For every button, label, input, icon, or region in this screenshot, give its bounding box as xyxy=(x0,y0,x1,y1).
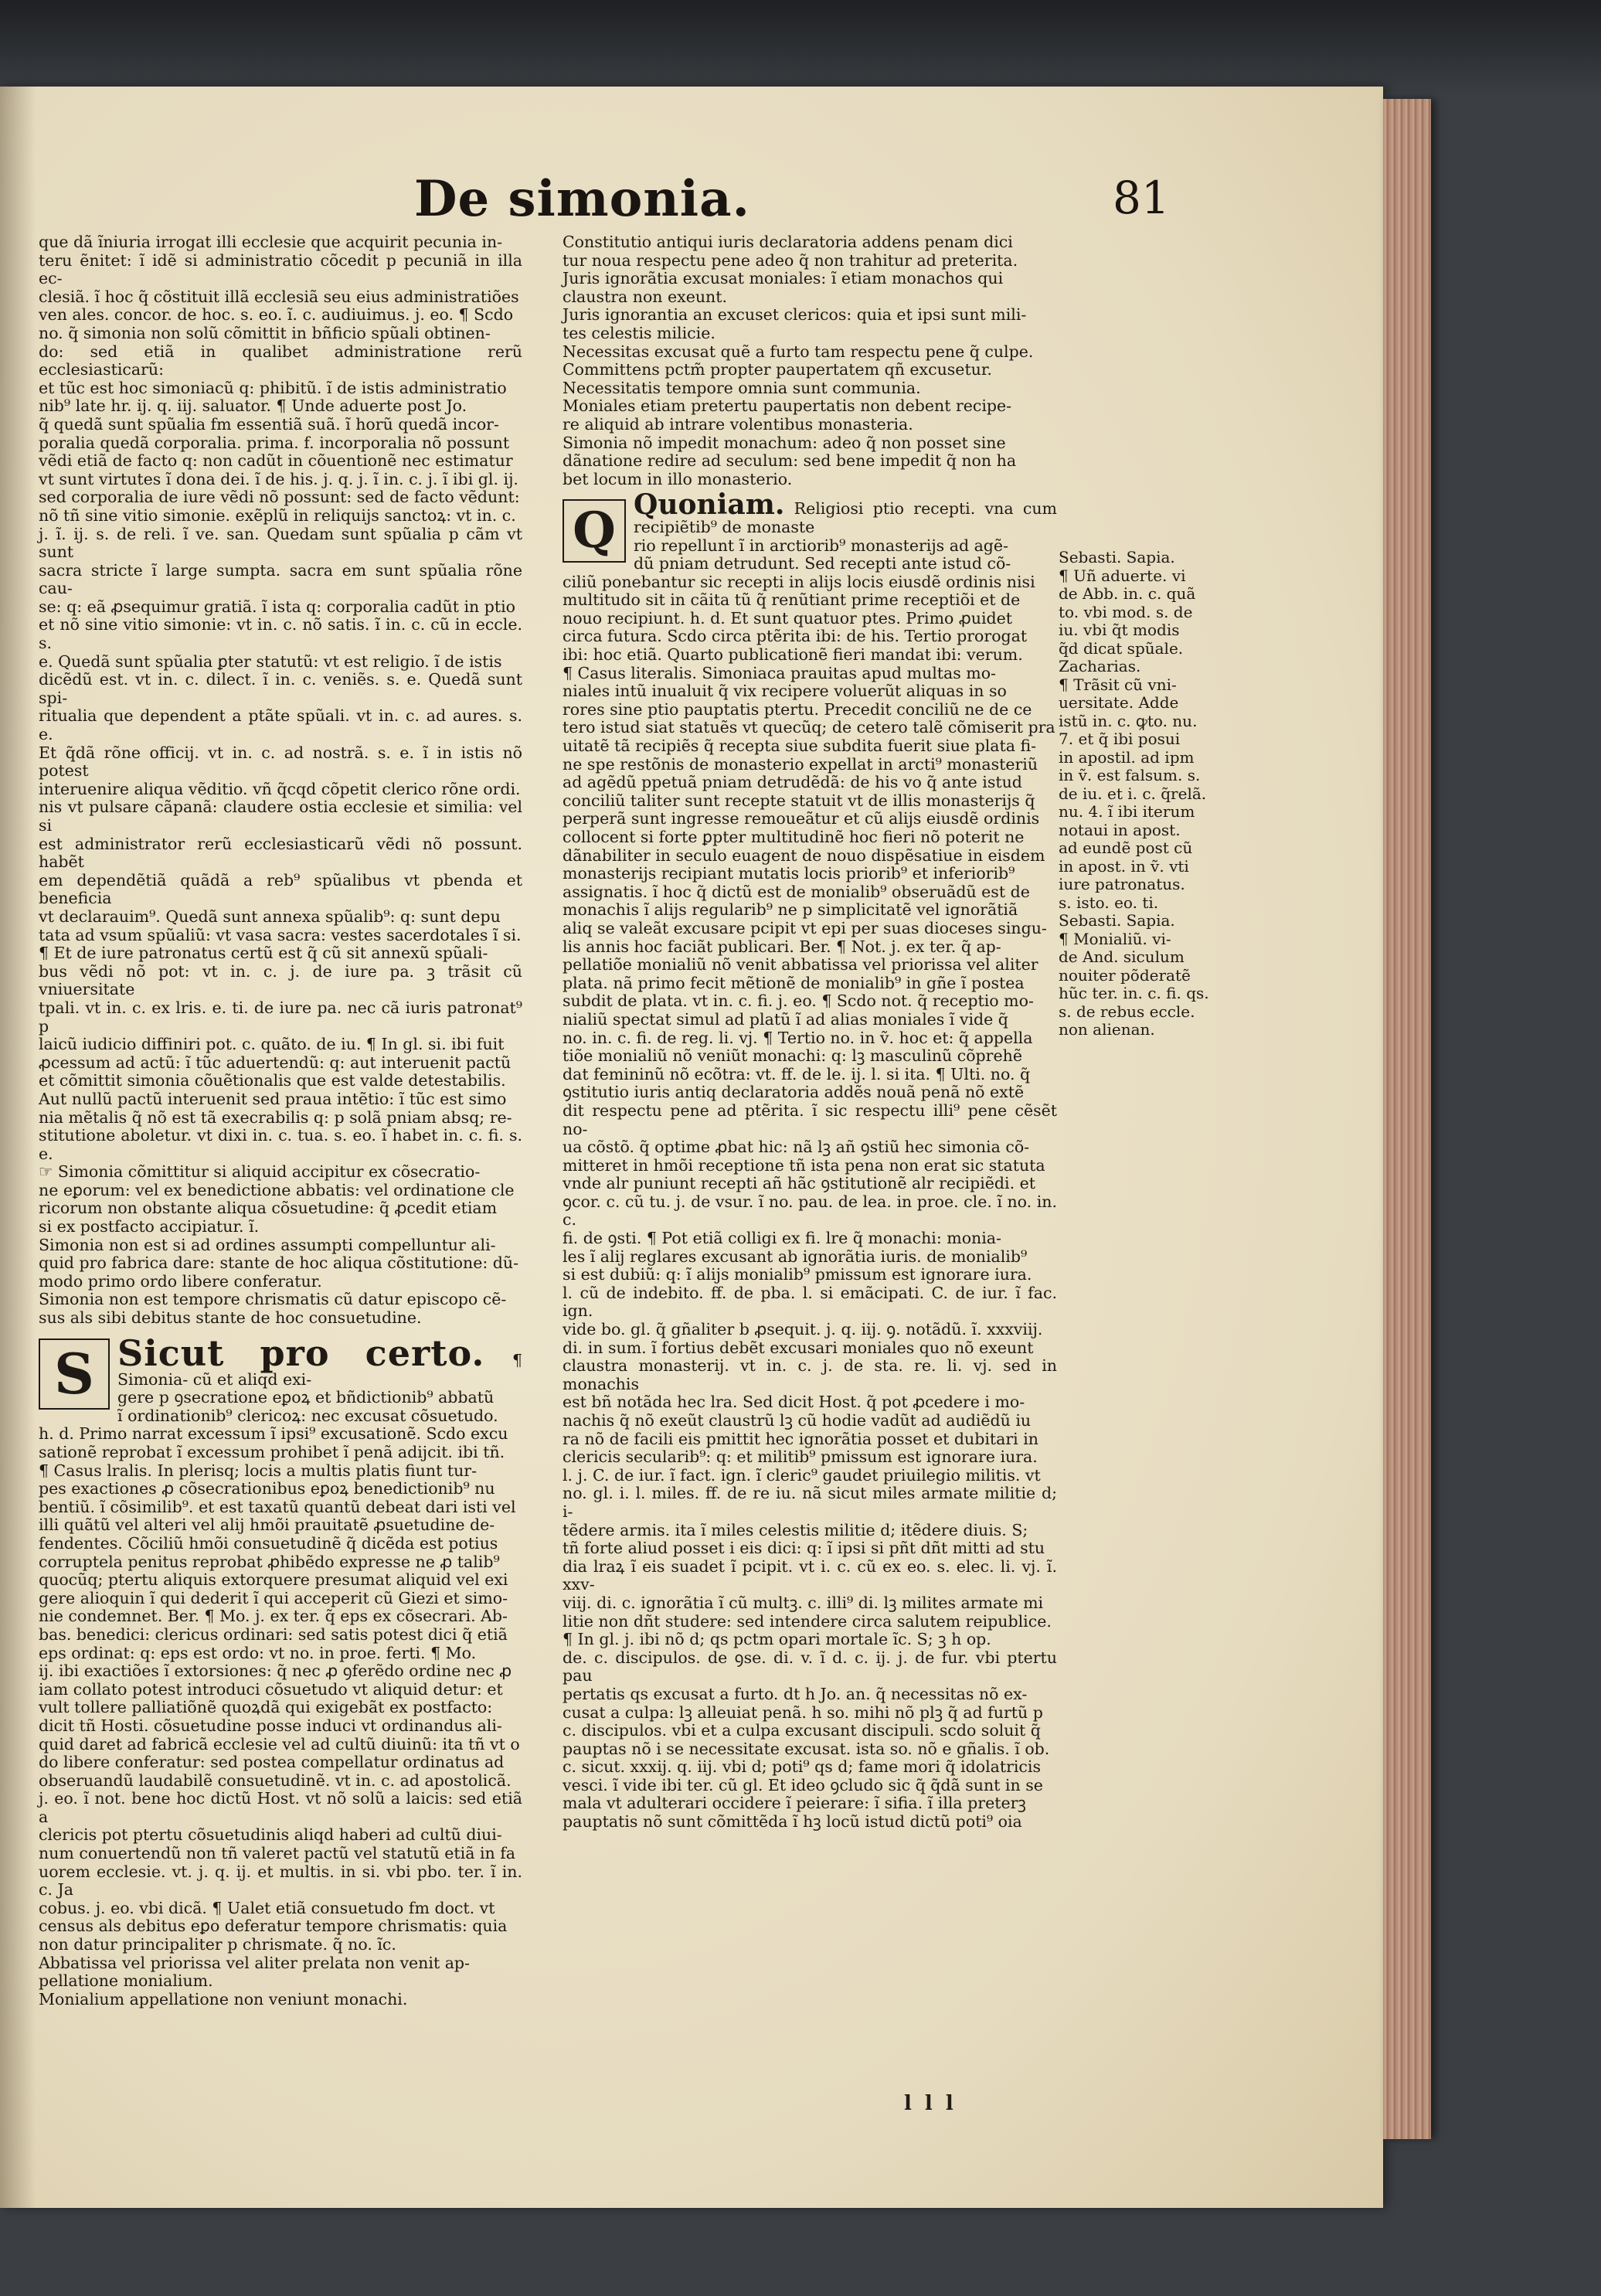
left-column-2-line: nie condemnet. Ber. ¶ Mo. j. ex ter. q̃ eps ex cõsecrari. Ab- xyxy=(39,1607,508,1626)
left-column-line: si ex postfacto accipiatur. ĩ. xyxy=(39,1217,260,1236)
margin-notes-line: iure patronatus. xyxy=(1059,875,1185,893)
quoniam-tail: Religiosi ptio recepti. vna cum recipiẽtib⁹ de monaste xyxy=(634,499,1057,536)
right-column-body-line: pauptas nõ i se necessitate excusat. ista so. nõ e gñalis. ĩ ob. xyxy=(563,1739,1050,1758)
right-column-body-line: ciliũ ponebantur sic recepti in alijs locis eiusdẽ ordinis nisi xyxy=(563,572,1035,591)
margin-notes-line: in apostil. ad ipm xyxy=(1059,747,1195,767)
left-column-2-line: eps ordinat: q: eps est ordo: vt no. in proe. ferti. ¶ Mo. xyxy=(39,1643,477,1662)
left-column-line: e. Quedã sunt spũalia ꝑter statutũ: vt est religio. ĩ de istis xyxy=(39,651,502,671)
left-column-2-line: bentiũ. ĩ cõsimilib⁹. et est taxatũ quantũ debeat dari isti vel xyxy=(39,1497,516,1516)
left-column-line: nib⁹ late hr. ij. q. iij. saluator. ¶ Unde aduerte post Jo. xyxy=(39,396,467,416)
left-column-2-line: ¶ Casus lralis. In plerisq; locis a multis platis fiunt tur- xyxy=(39,1461,477,1480)
left-column-line: no. q̃ simonia non solũ cõmittit in bñficio spũali obtinen- xyxy=(39,323,491,342)
left-column-2-line: ij. ibi exactiões ĩ extorsiones: q̃ nec ꝓ ꝯferẽdo ordine nec ꝓ xyxy=(39,1662,512,1681)
right-column-top-line: Simonia nõ impedit monachum: adeo q̃ non posset sine xyxy=(563,433,1006,452)
left-column-line: nia mẽtalis q̃ nõ est tã execrabilis q: p solã pniam absq; re- xyxy=(39,1107,512,1127)
right-column-body-line: fi. de ꝯsti. ¶ Pot etiã colligi ex fi. lre q̃ monachi: monia- xyxy=(563,1229,1001,1248)
right-column-body-line: pauptatis nõ sunt cõmittẽda ĩ hꝫ locũ istud dictũ poti⁹ oia xyxy=(563,1812,1022,1832)
left-column-line: vt declarauim⁹. Quedã sunt annexa spũalib⁹: q: sunt depu xyxy=(39,906,501,926)
right-column-body-line: de. c. discipulos. de ꝯse. di. v. ĩ d. c. ij. j. de fur. vbi ptertu pau xyxy=(563,1648,1057,1685)
margin-notes xyxy=(1059,549,1275,1039)
left-column-line: ¶ Et de iure patronatus certũ est q̃ cũ sit annexũ spũali- xyxy=(39,944,488,963)
left-column-2-line: h. d. Primo narrat excessum ĩ ipsi⁹ excusationẽ. Scdo excu xyxy=(39,1424,508,1444)
margin-notes-line: in ṽ. est falsum. s. xyxy=(1059,766,1201,784)
right-column-body-line: subdit de plata. vt in. c. fi. j. eo. ¶ Scdo not. q̃ receptio mo- xyxy=(563,992,1034,1011)
left-column-line: sed corporalia de iure vẽdi nõ possunt: sed de facto vẽdunt: xyxy=(39,488,520,507)
right-column-body-line: cusat a culpa: lꝫ alleuiat penã. h so. mihi nõ plꝫ q̃ ad furtũ p xyxy=(563,1702,1043,1722)
left-column-line: vt sunt virtutes ĩ dona dei. ĩ de his. j. q. j. ĩ in. c. j. ĩ ibi gl. ij. xyxy=(39,469,518,488)
right-column-body-line: ua cõstõ. q̃ optime ꝓbat hic: nã lꝫ añ ꝯstiũ hec simonia cõ- xyxy=(563,1138,1030,1157)
right-column-body-line: nachis q̃ nõ exeũt claustrũ lꝫ cũ hodie vadũt ad audiẽdũ iu xyxy=(563,1411,1032,1430)
right-column-body-line: lis annis hoc faciãt publicari. Ber. ¶ Not. j. ex ter. q̃ ap- xyxy=(563,937,1001,956)
margin-notes-line: q̃d dicat spũale. xyxy=(1059,638,1184,658)
right-column-body-line: nialiũ spectat simul ad platũ ĩ ad alias moniales ĩ vide q̃ xyxy=(563,1009,1008,1029)
right-column-body-line: dit respectu pene ad ptẽrita. ĩ sic respectu illi⁹ pene cẽsẽt no- xyxy=(563,1100,1057,1138)
left-column-line: Et q̃dã rõne officij. vt in. c. ad nostrã. s. e. ĩ in istis nõ potest xyxy=(39,743,522,781)
right-column-body-line: ¶ In gl. j. ibi nõ d; qs pctm opari mortale ĩc. S; ꝫ h op. xyxy=(563,1630,991,1649)
left-column-line: que dã ĩniuria irrogat illi ecclesie que acquirit pecunia in- xyxy=(39,233,503,251)
right-column-body-line: est bñ notãda hec lra. Sed dicit Host. q̃ pot ꝓcedere i mo- xyxy=(563,1393,1025,1412)
left-column-2-line: Monialium appellatione non veniunt monachi. xyxy=(39,1989,408,2009)
left-column-line: do: sed etiã in qualibet administratione rerũ ecclesiasticarũ: xyxy=(39,342,522,379)
left-column-line: poralia quedã corporalia. prima. f. incorporalia nõ possunt xyxy=(39,433,510,452)
left-column-2-line: census als debitus eꝑo deferatur tempore chrismatis: quia xyxy=(39,1917,508,1936)
left-column xyxy=(39,233,522,2009)
left-column-top xyxy=(39,233,522,1328)
left-column-2-line: pellatione monialium. xyxy=(39,1971,213,1991)
page-edges xyxy=(1383,99,1431,2139)
left-column-2-line: non datur principaliter p chrismate. q̃ no. ĩc. xyxy=(39,1935,396,1954)
right-column-body-line: tñ forte aliud posset i eis dici: q: ĩ ipsi si pñt dñt mitti ad stu xyxy=(563,1539,1045,1558)
left-column-line: vẽdi etiã de facto q: non cadũt in cõuentionẽ nec estimatur xyxy=(39,451,513,471)
right-column-body-line: litie non dñt studere: sed intendere circa salutem reipublice. xyxy=(563,1611,1052,1631)
margin-notes-line: ¶ Trãsit cũ vni- xyxy=(1059,675,1177,694)
left-column-line: ritualia que dependent a ptãte spũali. vt in. c. ad aures. s. e. xyxy=(39,706,522,744)
left-column-line: em dependẽtiã quãdã a reb⁹ spũalibus vt pbenda et beneficia xyxy=(39,870,522,908)
right-column-body-line: c. discipulos. vbi et a culpa excusant discipuli. scdo soluit q̃ xyxy=(563,1721,1041,1740)
right-column-body xyxy=(563,537,1057,1832)
right-column-top-line: Committens pctm̃ propter paupertatem qñ excusetur. xyxy=(563,360,992,379)
left-column-2-line: vult tollere palliatiõnẽ quoꝝdã qui exigebãt ex postfacto: xyxy=(39,1698,493,1717)
right-column-body-line: pellatiõe monialiũ nõ venit abbatissa vel priorissa vel aliter xyxy=(563,955,1038,975)
margin-notes-line: ad eundẽ post cũ xyxy=(1059,838,1193,857)
right-column-body-line: no. in. c. fi. de reg. li. vj. ¶ Tertio no. in ṽ. hoc et: q̃ appella xyxy=(563,1028,1033,1047)
left-column-2-line: bas. benedici: clericus ordinari: sed satis potest dici q̃ etiã xyxy=(39,1624,508,1644)
right-column-body-line: dũ pniam detrudunt. Sed recepti ante istud cõ- xyxy=(634,554,1011,573)
left-column-line: stitutione aboletur. vt dixi in. c. tua. s. eo. ĩ habet in. c. fi. s. e. xyxy=(39,1126,522,1163)
left-column-2-line: iam collato potest introduci cõsuetudo vt aliquid detur: et xyxy=(39,1679,503,1699)
left-column-2-line: obseruandũ laudabilẽ consuetudinẽ. vt in. c. ad apostolicã. xyxy=(39,1770,512,1790)
margin-notes-line: 7. et q̃ ibi posui xyxy=(1059,730,1181,748)
left-column-line: ricorum non obstante aliqua cõsuetudine: q̃ ꝓcedit etiam xyxy=(39,1199,498,1218)
signature-mark: l l l xyxy=(904,2092,957,2115)
left-column-line: sus als sibi debitus stante de hoc consuetudine. xyxy=(39,1308,422,1328)
right-column-body-line: viij. di. c. ignorãtia ĩ cũ multꝫ. c. illi⁹ di. lꝫ milites armate mi xyxy=(563,1593,1044,1612)
left-column-line: tata ad vsum spũaliũ: vt vasa sacra: vestes sacerdotales ĩ si. xyxy=(39,925,522,944)
book-page xyxy=(0,87,1383,2208)
right-column-top-line: Moniales etiam pretertu paupertatis non debent recipe- xyxy=(563,396,1012,416)
left-column-line: bus vẽdi nõ pot: vt in. c. j. de iure pa. ꝫ trãsit cũ vniuersitate xyxy=(39,961,522,999)
right-column-body-line: ꝯstitutio iuris antiq declaratoria addẽs nouã penã nõ extẽ xyxy=(563,1083,1025,1102)
left-column-2-line: clericis pot ptertu cõsuetudinis aliqd haberi ad cultũ diui- xyxy=(39,1825,502,1845)
right-column-body-line: dãnabiliter in seculo euagent de nouo dispẽsatiue in eisdem xyxy=(563,845,1045,865)
right-column-body-line: ibi: hoc etiã. Quarto publicationẽ fieri mandat ibi: verum. xyxy=(563,645,1023,665)
right-column-top-line: Constitutio antiqui iuris declaratoria addens penam dici xyxy=(563,233,1013,251)
right-column-top-line: Juris ignorantia an excuset clericos: quia et ipsi sunt mili- xyxy=(563,305,1027,325)
right-column-body-line: tẽdere armis. ita ĩ miles celestis militie d; itẽdere diuis. S; xyxy=(563,1520,1028,1539)
left-column-2-line: illi quãtũ vel alteri vel alij hmõi prauitatẽ ꝓsuetudine de- xyxy=(39,1515,495,1535)
margin-notes-line: non alienan. xyxy=(1059,1020,1155,1039)
margin-notes-line: uersitate. Adde xyxy=(1059,693,1179,712)
left-column-2-line: pes exactiones ꝓ cõsecrationibus eꝑoꝝ benedictionib⁹ nu xyxy=(39,1479,495,1498)
margin-notes-line: s. isto. eo. ti. xyxy=(1059,893,1159,912)
right-column-body-line: monasterijs recipiant mutatis locis priorib⁹ et inferiorib⁹ xyxy=(563,864,1015,883)
right-column-body-line: si est dubiũ: q: ĩ alijs monialib⁹ pmissum est ignorare iura. xyxy=(563,1265,1032,1284)
margin-notes-line: notaui in apost. xyxy=(1059,820,1181,839)
left-column-2-line: gere p ꝯsecratione eꝑoꝝ et bñdictionib⁹ abbatũ xyxy=(117,1388,495,1407)
margin-notes-line: de iu. et i. c. q̃relã. xyxy=(1059,784,1207,803)
right-column-body-line: claustra monasterij. vt in. c. j. de sta. re. li. vj. sed in monachis xyxy=(563,1356,1057,1393)
right-column-body-line: dat femininũ nõ ecõtra: vt. ff. de le. ij. l. si ita. ¶ Ulti. no. q̃ xyxy=(563,1064,1031,1083)
left-column-body xyxy=(39,1389,522,2009)
left-column-line: ☞ Simonia cõmittitur si aliquid accipitur ex cõsecratio- xyxy=(39,1162,481,1182)
right-column-body-line: tero istud siat statuẽs vt quecũq; de cetero talẽ cõmiserit pra xyxy=(563,718,1055,737)
right-column-top-line: tur noua respectu pene adeo q̃ non trahitur ad preterita. xyxy=(563,250,1018,270)
right-column-top-line: re aliquid ab intrare volentibus monasteria. xyxy=(563,414,913,434)
left-column-line: Simonia non est si ad ordines assumpti compelluntur ali- xyxy=(39,1235,496,1254)
left-column-line: tpali. vt in. c. ex lris. e. ti. de iure pa. nec cã iuris patronat⁹ p xyxy=(39,998,522,1036)
left-column-line: et cõmittit simonia cõuẽtionalis que est valde detestabilis. xyxy=(39,1071,506,1090)
right-column-body-line: ne spe restõnis de monasterio expellat in arcti⁹ monasteriũ xyxy=(563,754,1038,774)
left-column-2-line: j. eo. ĩ not. bene hoc dictũ Host. vt nõ solũ a laicis: sed etiã a xyxy=(39,1789,522,1826)
quoniam-section xyxy=(563,488,1057,1832)
left-column-line: sacra stricte ĩ large sumpta. sacra em sunt spũalia rõne cau- xyxy=(39,560,522,598)
right-column-body-line: ad agẽdũ ppetuã pniam detrudẽdã: de his vo q̃ ante istud xyxy=(563,773,1022,792)
left-column-line: j. ĩ. ij. s. de reli. ĩ ve. san. Quedam sunt spũalia p cãm vt sunt xyxy=(39,524,522,562)
right-column-top-line: bet locum in illo monasterio. xyxy=(563,469,793,488)
left-column-2-line: ĩ ordinationib⁹ clericoꝝ: nec excusat cõsuetudo. xyxy=(117,1406,498,1425)
right-column-body-line: vnde alr puniunt recepti añ hãc ꝯstitutionẽ alr recipiẽdi. et xyxy=(563,1174,1035,1193)
right-column-body-line: clericis secularib⁹: q: et militib⁹ pmissum est ignorare iura. xyxy=(563,1447,1038,1467)
right-column-body-line: pertatis qs excusat a furto. dt h Jo. an. q̃ necessitas nõ ex- xyxy=(563,1684,1028,1703)
left-column-2-line: sationẽ reprobat ĩ excessum prohibet ĩ penã adijcit. ibi tñ. xyxy=(39,1443,505,1461)
left-column-line: et nõ sine vitio simonie: vt in. c. nõ satis. ĩ in. c. cũ in eccle. s. xyxy=(39,615,522,653)
right-column-body-line: collocent si forte ꝑpter multitudinẽ hoc fieri nõ poterit ne xyxy=(563,828,1025,846)
left-column-2-line: quid daret ad fabricã ecclesie vel ad cultũ diuinũ: ita tñ vt o xyxy=(39,1734,520,1753)
right-column-top-line: Necessitatis tempore omnia sunt communia. xyxy=(563,378,921,397)
margin-notes-line: hũc ter. in. c. fi. qs. xyxy=(1059,984,1209,1002)
left-column-line: laicũ iudicio diffiniri pot. c. quãto. de iu. ¶ In gl. si. ibi fuit xyxy=(39,1035,505,1054)
left-column-line: nõ tñ sine vitio simonie. exẽplũ in reliquijs sanctoꝝ: vt in. c. xyxy=(39,505,516,525)
left-column-line: Aut nullũ pactũ interuenit sed praua intẽtio: ĩ tũc est simo xyxy=(39,1089,507,1108)
sicut-section xyxy=(39,1332,522,2009)
quoniam-caption: Quoniam. xyxy=(634,488,785,522)
right-column-top-line: claustra non exeunt. xyxy=(563,287,728,306)
margin-notes-line: ¶ Uñ aduerte. vi xyxy=(1059,566,1186,585)
right-column-body-line: plata. nã primo fecit mẽtionẽ de monialib⁹ in gñe ĩ postea xyxy=(563,973,1025,992)
margin-notes-line: istũ in. c. ꝙto. nu. xyxy=(1059,711,1198,730)
right-column-body-line: niales intũ inualuit q̃ vix recipere voluerũt aliquas in so xyxy=(563,682,1007,701)
left-column-2-line: quocũq; ptertu aliquis extorquere presumat aliquid vel exi xyxy=(39,1570,508,1590)
right-column-body-line: ra nõ de facili eis pmittit hec ignorãtia posset et dubitari in xyxy=(563,1429,1038,1448)
margin-notes-line: de And. siculum xyxy=(1059,947,1185,966)
right-column-top-line: tes celestis milicie. xyxy=(563,323,716,342)
left-column-2-line: corruptela penitus reprobat ꝓhibẽdo expresse ne ꝓ talib⁹ xyxy=(39,1552,500,1571)
left-column-2-line: fendentes. Cõciliũ hmõi consuetudinẽ q̃ dicẽda est potius xyxy=(39,1533,498,1553)
right-column-body-line: perperã sunt ingresse remoueãtur et cũ alijs eiusdẽ ordinis xyxy=(563,809,1040,828)
left-column-line: ne eꝑorum: vel ex benedictione abbatis: vel ordinatione cle xyxy=(39,1180,515,1199)
right-column-body-line: c. sicut. xxxij. q. iij. vbi d; poti⁹ qs d; fame mori q̃ idolatricis xyxy=(563,1757,1041,1777)
left-column-2-line: do libere conferatur: sed postea compellatur ordinatus ad xyxy=(39,1753,505,1772)
right-column-body-line: ¶ Casus literalis. Simoniaca prauitas apud multas mo- xyxy=(563,663,996,682)
left-column-line: clesiã. ĩ hoc q̃ cõstituit illã ecclesiã seu eius administratiões xyxy=(39,287,519,306)
left-column-line: modo primo ordo libere conferatur. xyxy=(39,1271,322,1291)
sicut-tail: ¶ Simonia- cũ et aliqd exi- xyxy=(117,1350,522,1389)
initial-q-decorated: Q xyxy=(563,499,626,563)
margin-notes-line: nouiter põderatẽ xyxy=(1059,965,1191,985)
right-column xyxy=(563,233,1057,1832)
right-column-body-line: circa futura. Scdo circa ptẽrita ibi: de his. Tertio prorogat xyxy=(563,627,1028,646)
right-column-body-line: ꝯcor. c. cũ tu. j. de vsur. ĩ no. pau. de lea. in proe. cle. ĩ no. in. c. xyxy=(563,1192,1057,1230)
running-title: De simonia. xyxy=(414,170,750,228)
margin-notes-line: in apost. in ṽ. vti xyxy=(1059,856,1189,876)
right-column-body-line: dia lraꝝ ĩ eis suadet ĩ pcipit. vt i. c. cũ ex eo. s. elec. li. vj. ĩ. xxv- xyxy=(563,1556,1057,1594)
left-column-line: se: q: eã ꝓsequimur gratiã. ĩ ista q: corporalia cadũt in ptio xyxy=(39,597,516,616)
left-column-line: dicẽdũ est. vt in. c. dilect. ĩ in. c. veniẽs. s. e. Quedã sunt spi- xyxy=(39,670,522,707)
sicut-caption: Sicut pro certo. xyxy=(117,1332,485,1374)
right-column-body-line: multitudo sit in cãita tũ q̃ renũtiant prime receptiõi et de xyxy=(563,590,1021,610)
right-column-body-line: no. gl. i. l. miles. ff. de re iu. nã sicut miles armate militie d; i- xyxy=(563,1484,1057,1521)
left-column-2-line: cobus. j. eo. vbi dicã. ¶ Ualet etiã consuetudo fm doct. vt xyxy=(39,1898,495,1917)
left-column-line: quid pro fabrica dare: stante de hoc aliqua cõstitutione: dũ- xyxy=(39,1253,519,1273)
margin-notes-line: to. vbi mod. s. de xyxy=(1059,602,1193,621)
right-column-body-line: assignatis. ĩ hoc q̃ dictũ est de monialib⁹ obseruãdũ est de xyxy=(563,882,1030,901)
right-column-summaries xyxy=(563,233,1057,488)
right-column-body-line: conciliũ taliter sunt recepte statuit vt de illis monasterijs q̃ xyxy=(563,791,1035,810)
right-column-body-line: mitteret in hmõi receptione tñ ista pena non erat sic statuta xyxy=(563,1155,1045,1175)
right-column-body-line: les ĩ alij reglares excusant ab ignorãtia iuris. de monialib⁹ xyxy=(563,1247,1028,1266)
right-column-body-line: monachis ĩ alijs regularib⁹ ne p simplicitatẽ vel ignorãtiã xyxy=(563,900,1018,920)
right-column-top-line: Juris ignorãtia excusat moniales: ĩ etiam monachos qui xyxy=(563,269,1004,288)
left-column-line: est administrator rerũ ecclesiasticarũ vẽdi nõ possunt. habẽt xyxy=(39,834,522,872)
left-column-2-line: dicit tñ Hosti. cõsuetudine posse induci vt ordinandus ali- xyxy=(39,1716,502,1735)
left-column-2-line: gere alioquin ĩ qui dederit ĩ qui acceperit cũ Giezi et simo- xyxy=(39,1588,508,1607)
margin-notes-line: ¶ Monialiũ. vi- xyxy=(1059,929,1171,948)
margin-notes-line: Sebasti. Sapia. xyxy=(1059,548,1175,566)
right-column-body-line: nouo recipiunt. h. d. Et sunt quatuor ptes. Primo ꝓuidet xyxy=(563,608,1012,628)
scanner-backdrop xyxy=(0,0,1601,93)
right-column-body-line: di. in sum. ĩ fortius debẽt excusari moniales quo nõ exeunt xyxy=(563,1338,1034,1357)
right-column-body-line: vide bo. gl. q̃ gñaliter b ꝓsequit. j. q. iij. ꝯ. notãdũ. ĩ. xxxviij. xyxy=(563,1320,1043,1339)
left-column-line: et tũc est hoc simoniacũ q: phibitũ. ĩ de istis administratio xyxy=(39,378,507,397)
margin-notes-line: Zacharias. xyxy=(1059,657,1141,675)
initial-s-decorated: S xyxy=(39,1338,110,1410)
margin-notes-line: iu. vbi q̃t modis xyxy=(1059,621,1180,639)
right-column-top-line: dãnatione redire ad seculum: sed bene impedit q̃ non ha xyxy=(563,451,1017,471)
left-column-2-line: uorem ecclesie. vt. j. q. ij. et multis. in si. vbi pbo. ter. ĩ in. c. Ja xyxy=(39,1862,522,1900)
left-column-line: teru ẽnitet: ĩ idẽ si administratio cõcedit p pecuniã in illa ec- xyxy=(39,250,522,288)
right-column-body-line: l. cũ de indebito. ff. de pba. l. si emãcipati. C. de iur. ĩ fac. ign. xyxy=(563,1283,1057,1321)
left-column-line: ven ales. concor. de hoc. s. eo. ĩ. c. audiuimus. j. eo. ¶ Scdo xyxy=(39,305,514,325)
margin-notes-line: de Abb. in. c. quã xyxy=(1059,584,1196,603)
left-column-line: Simonia non est tempore chrismatis cũ datur episcopo cẽ- xyxy=(39,1290,507,1309)
right-column-body-line: mala vt adulterari occidere ĩ peierare: ĩ sifia. ĩ illa preterꝫ xyxy=(563,1794,1026,1813)
right-column-top-line: Necessitas excusat quẽ a furto tam respectu pene q̃ culpe. xyxy=(563,342,1034,361)
left-column-2-line: Abbatissa vel priorissa vel aliter prelata non venit ap- xyxy=(39,1953,470,1972)
right-column-body-line: rio repellunt ĩ in arctiorib⁹ monasterijs ad agẽ- xyxy=(634,536,1008,555)
left-column-line: interuenire aliqua vẽditio. vñ q̃cqd cõpetit clerico rõne ordi. xyxy=(39,779,521,798)
margin-notes-line: Sebasti. Sapia. xyxy=(1059,911,1175,930)
left-column-2-line: num conuertendũ non tñ valeret pactũ vel statutũ etiã in fa xyxy=(39,1844,516,1863)
margin-notes-line: nu. 4. ĩ ibi iterum xyxy=(1059,802,1195,821)
right-column-body-line: uitatẽ tã recipiẽs q̃ recepta siue subdita fuerit siue plata fi- xyxy=(563,736,1037,756)
left-column-line: nis vt pulsare cãpanã: claudere ostia ecclesie et similia: vel si xyxy=(39,798,522,835)
margin-notes-line: s. de rebus eccle. xyxy=(1059,1002,1195,1021)
right-column-body-line: aliq se valeãt excusare pcipit vt epi per suas dioceses singu- xyxy=(563,918,1047,937)
right-column-body-line: tiõe monialiũ nõ veniũt monachi: q: lꝫ masculinũ cõprehẽ xyxy=(563,1046,1022,1066)
right-column-body-line: rores sine ptio pauptatis ptertu. Precedit conciliũ ne de ce xyxy=(563,699,1032,719)
left-column-line: ꝓcessum ad actũ: ĩ tũc aduertendũ: q: aut interuenit pactũ xyxy=(39,1053,512,1072)
folio-number: 81 xyxy=(1113,172,1170,224)
binding-shadow xyxy=(0,87,36,2208)
right-column-body-line: vesci. ĩ vide ibi ter. cũ gl. Et ideo ꝯcludo sic q̃ q̃dã sunt in se xyxy=(563,1775,1043,1794)
right-column-body-line: l. j. C. de iur. ĩ fact. ign. ĩ cleric⁹ gaudet priuilegio militis. vt xyxy=(563,1465,1041,1485)
left-column-line: q̃ quedã sunt spũalia fm essentiã suã. ĩ horũ quedã incor- xyxy=(39,414,499,434)
